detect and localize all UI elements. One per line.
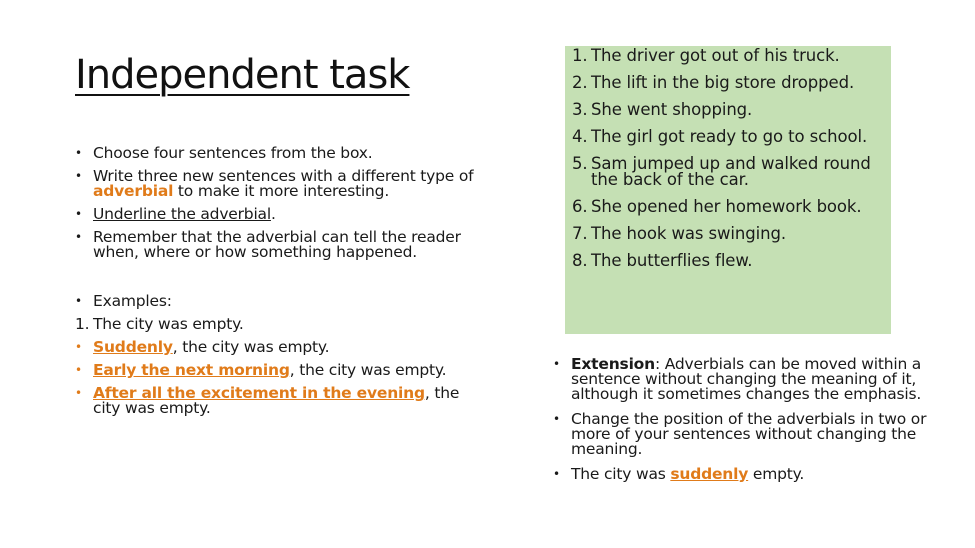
sentence-item [572, 156, 890, 188]
underlined-text: Underline the adverbial [93, 205, 271, 223]
sentence-number: 1. [572, 46, 588, 65]
bullet: • [553, 467, 560, 481]
sentence-number: 4. [572, 127, 588, 146]
sentence-number: 5. [572, 154, 588, 173]
bullet: • [75, 340, 82, 354]
sentence-item [572, 199, 890, 215]
sentence-number: 2. [572, 73, 588, 92]
instruction-text: . [270, 205, 276, 223]
page-title: Independent task [75, 52, 410, 98]
adverbial-highlight: suddenly [670, 465, 749, 483]
sentence-item [572, 253, 890, 269]
bullet: • [75, 294, 82, 308]
sentence-text: The driver got out of his truck. [591, 46, 840, 65]
sentence-item [572, 75, 890, 91]
list-item [75, 317, 485, 332]
bullet: • [553, 357, 560, 371]
sentence-list [572, 48, 890, 280]
extension-text: : Adverbials can be moved within a sentence without changing the meaning of it, although it sometimes changes the emphasis. [571, 355, 922, 403]
example-text: , the city was empty. [289, 361, 447, 379]
sentence-text: The hook was swinging. [591, 224, 786, 243]
example-text: empty. [748, 465, 805, 483]
list-item [75, 363, 485, 378]
list-item [75, 294, 485, 309]
bullet: • [75, 169, 82, 183]
example-text: The city was empty. [93, 315, 244, 333]
list-item [75, 230, 485, 260]
adverbial-highlight: Suddenly [93, 338, 173, 356]
example-text: , the city was empty. [172, 338, 330, 356]
list-item [75, 207, 485, 222]
extension-text: Change the position of the adverbials in two or more of your sentences without changing the meaning. [571, 410, 927, 458]
sentence-number: 3. [572, 100, 588, 119]
example-text: , the city was empty. [93, 384, 460, 417]
extension-list [553, 357, 933, 492]
sentence-text: Sam jumped up and walked round the back of the car. [591, 154, 871, 189]
adverbial-highlight: Early the next morning [93, 361, 290, 379]
sentence-item [572, 129, 890, 145]
examples-label: Examples: [93, 292, 172, 310]
instruction-text: Remember that the adverbial can tell the reader when, where or how something happened. [93, 228, 461, 261]
list-item [553, 412, 933, 457]
instruction-text: Write three new sentences with a different type of [93, 167, 474, 185]
example-text: The city was [571, 465, 671, 483]
instruction-text: Choose four sentences from the box. [93, 144, 373, 162]
bullet: • [75, 363, 82, 377]
bullet: • [75, 230, 82, 244]
bullet: • [75, 207, 82, 221]
sentence-text: The lift in the big store dropped. [591, 73, 855, 92]
sentence-number: 7. [572, 224, 588, 243]
instruction-text: to make it more interesting. [173, 182, 390, 200]
instructions-list [75, 146, 485, 424]
list-item [75, 169, 485, 199]
bullet: • [75, 146, 82, 160]
list-item [75, 340, 485, 355]
sentence-text: She went shopping. [591, 100, 753, 119]
extension-label: Extension [571, 355, 655, 373]
sentence-number: 6. [572, 197, 588, 216]
bullet: • [75, 386, 82, 400]
list-item [75, 146, 485, 161]
sentence-number: 8. [572, 251, 588, 270]
adverbial-highlight: After all the excitement in the evening [93, 384, 425, 402]
number: 1. [75, 315, 90, 333]
sentence-text: The girl got ready to go to school. [591, 127, 868, 146]
sentence-item [572, 226, 890, 242]
list-item [75, 386, 485, 416]
adverbial-highlight: adverbial [93, 182, 174, 200]
sentence-item [572, 48, 890, 64]
bullet: • [553, 412, 560, 426]
sentence-text: The butterflies flew. [591, 251, 753, 270]
sentence-text: She opened her homework book. [591, 197, 862, 216]
list-item [553, 467, 933, 482]
list-item [553, 357, 933, 402]
sentence-item [572, 102, 890, 118]
